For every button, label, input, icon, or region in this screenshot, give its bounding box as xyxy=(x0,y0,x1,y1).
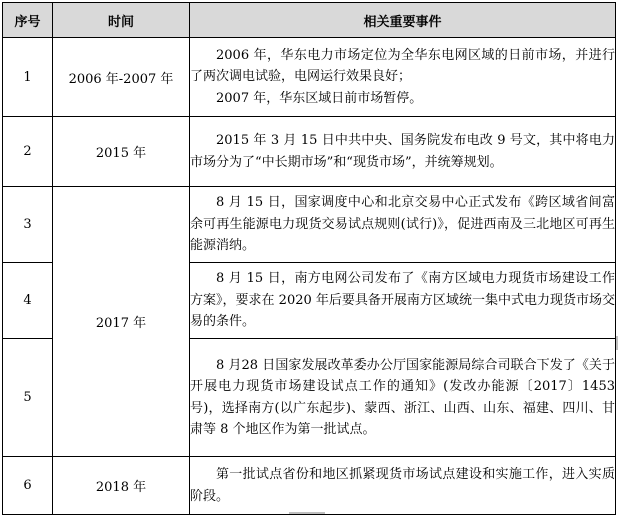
row-time: 2006 年-2007 年 xyxy=(53,38,190,117)
row-event xyxy=(190,339,616,457)
row-seq: 6 xyxy=(3,457,53,515)
row-seq: 2 xyxy=(3,117,53,187)
row-time: 2018 年 xyxy=(53,457,190,515)
header-event: 相关重要事件 xyxy=(190,3,616,38)
row-seq: 4 xyxy=(3,263,53,339)
event-paragraph: 2015 年 3 月 15 日中共中央、国务院发布电改 9 号文，其中将电力市场分为了“中长期市场”和“现货市场”，并统筹规划。 xyxy=(190,133,615,170)
header-seq: 序号 xyxy=(3,3,53,38)
row-event xyxy=(190,38,616,117)
row-event xyxy=(190,457,616,515)
row-seq: 5 xyxy=(3,339,53,457)
event-paragraph: 2006 年，华东电力市场定位为全华东电网区域的日前市场，并进行了两次调电试验，电网运行效果良好； xyxy=(190,47,615,85)
header-time: 时间 xyxy=(53,3,190,38)
events-table xyxy=(2,2,616,515)
row-time: 2017 年 xyxy=(53,187,190,457)
row-seq: 3 xyxy=(3,187,53,263)
row-seq: 1 xyxy=(3,38,53,117)
event-paragraph: 第一批试点省份和地区抓紧现货市场试点建设和实施工作，进入实质阶段。 xyxy=(190,467,615,504)
header-row xyxy=(3,3,616,38)
event-paragraph: 2007 年，华东区域日前市场暂停。 xyxy=(216,90,423,106)
table-row xyxy=(3,117,616,187)
row-event xyxy=(190,263,616,339)
event-paragraph: 8 月 15 日，国家调度中心和北京交易中心正式发布《跨区域省间富余可再生能源电力现货交易试点规则(试行)》，促进西南及三北地区可再生能源消纳。 xyxy=(190,195,615,254)
event-paragraph: 8 月 15 日，南方电网公司发布了《南方区域电力现货市场建设工作方案》，要求在 2020 年后要具备开展南方区域统一集中式电力现货市场交易的条件。 xyxy=(190,271,615,330)
table-row xyxy=(3,457,616,515)
table-row xyxy=(3,187,616,263)
scroll-marker-bottom xyxy=(289,512,325,514)
row-event xyxy=(190,117,616,187)
row-event xyxy=(190,187,616,263)
scroll-marker-right xyxy=(616,336,618,350)
row-time: 2015 年 xyxy=(53,117,190,187)
event-paragraph: 8 月28 日国家发展改革委办公厅国家能源局综合司联合下发了《关于开展电力现货市场建设试点工作的通知》(发改办能源〔2017〕1453 号)，选择南方(以广东起步)、蒙西、浙江、山西、山东、福建、四川、甘肃等 8 个地区作为第一批试点。 xyxy=(190,357,615,437)
table-row xyxy=(3,38,616,117)
